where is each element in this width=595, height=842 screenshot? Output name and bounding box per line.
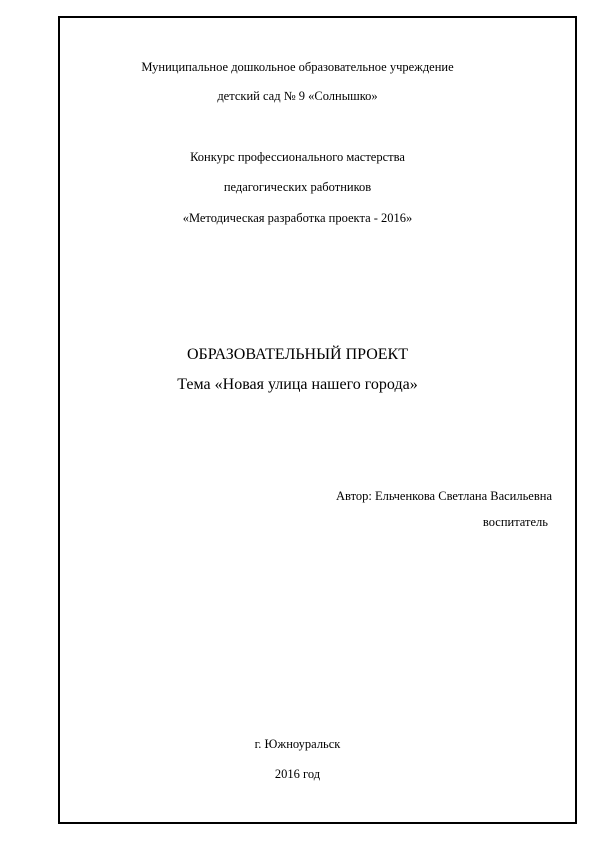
institution-line-2: детский сад № 9 «Солнышко»: [217, 89, 378, 103]
contest-line-2: педагогических работников: [223, 180, 372, 194]
page-border: [58, 16, 577, 824]
project-title: ОБРАЗОВАТЕЛЬНЫЙ ПРОЕКТ: [187, 346, 408, 363]
institution-line-1: Муниципальное дошкольное образовательное учреждение: [141, 60, 454, 74]
author-name: Автор: Ельченкова Светлана Васильевна: [335, 489, 552, 503]
contest-line-1: Конкурс профессионального мастерства: [190, 150, 405, 164]
author-position: воспитатель: [482, 515, 548, 529]
project-theme: Тема «Новая улица нашего города»: [177, 376, 418, 393]
footer-year: 2016 год: [274, 767, 321, 781]
contest-line-3: «Методическая разработка проекта - 2016»: [182, 211, 413, 225]
footer-city: г. Южноуральск: [254, 737, 341, 751]
